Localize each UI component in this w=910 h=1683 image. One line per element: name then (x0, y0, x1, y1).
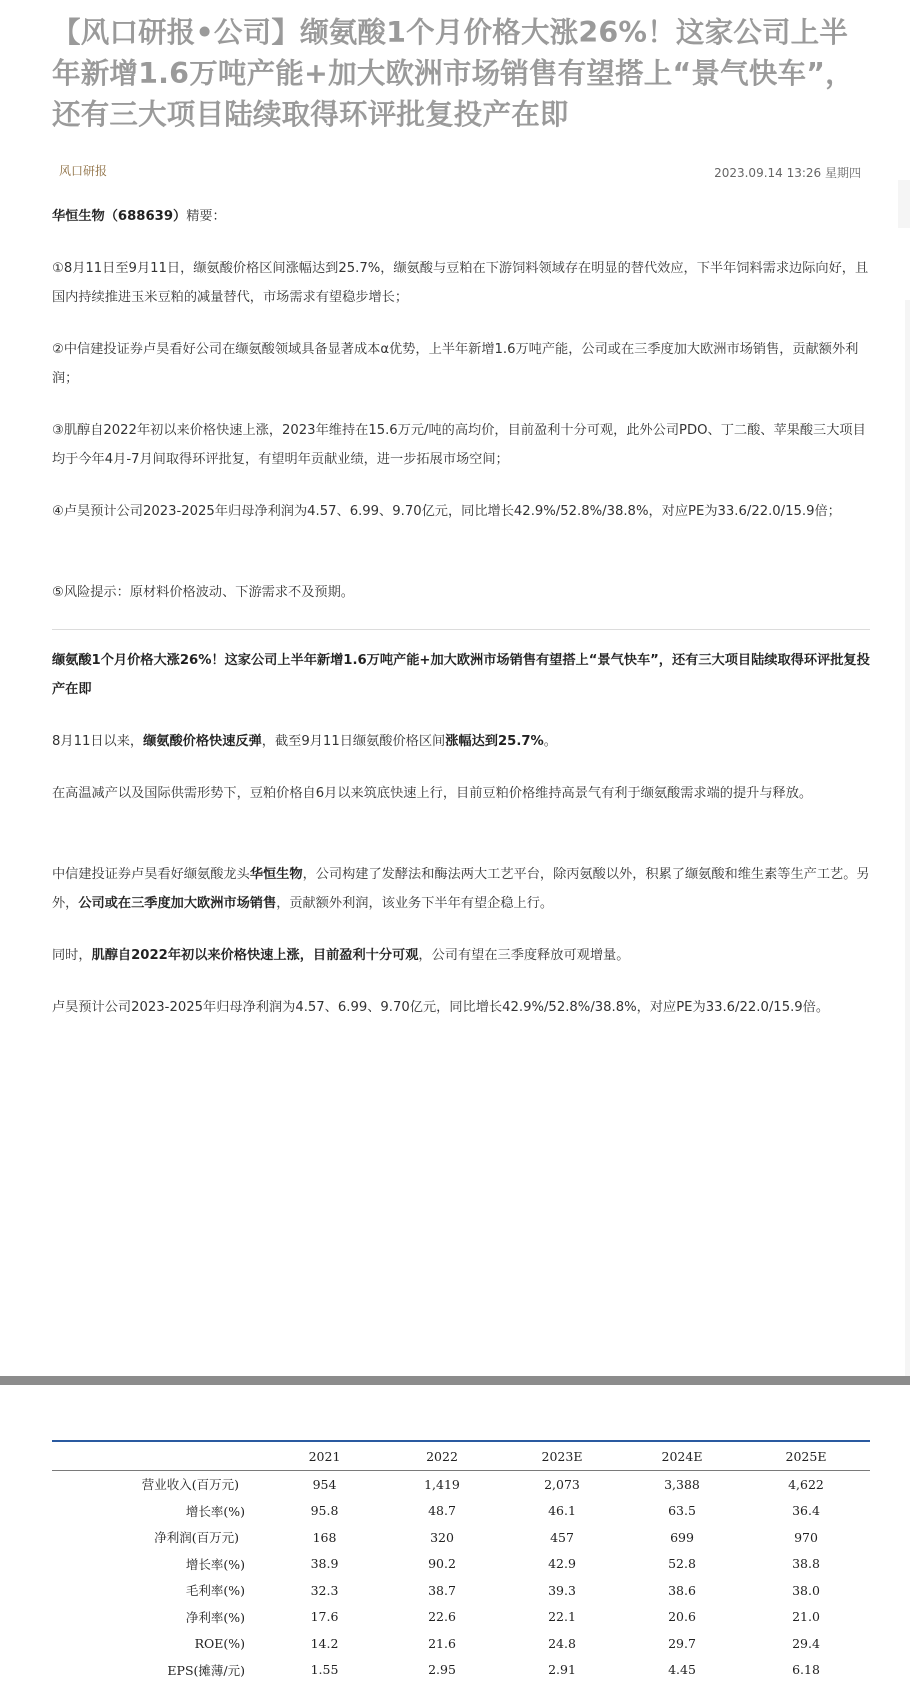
table-cell: 39.3 (502, 1577, 622, 1604)
table-cell: 38.9 (267, 1551, 382, 1578)
body-paragraph-3 (52, 860, 870, 918)
text-run-bold: 涨幅达到25.7% (445, 734, 544, 749)
table-row (52, 1524, 870, 1551)
table-cell: 38.0 (742, 1577, 870, 1604)
header-cell: 2021 (267, 1442, 382, 1471)
table-cell: 6.18 (742, 1657, 870, 1683)
table-cell: 24.8 (502, 1630, 622, 1657)
table-cell: 2.95 (382, 1657, 502, 1683)
point-2: ②中信建投证券卢昊看好公司在缬氨酸领域具备显著成本α优势，上半年新增1.6万吨产能，公司或在三季度加大欧洲市场销售，贡献额外利润； (52, 335, 870, 393)
financial-table (52, 1440, 870, 1683)
table-row (52, 1577, 870, 1604)
table-cell: 3,388 (622, 1471, 742, 1498)
point-4: ④卢昊预计公司2023-2025年归母净利润为4.57、6.99、9.70亿元，同比增长42.9%/52.8%/38.8%，对应PE为33.6/22.0/15.9倍； (52, 497, 870, 526)
table-row (52, 1657, 870, 1683)
table-cell: 17.6 (267, 1604, 382, 1631)
table-cell: 38.6 (622, 1577, 742, 1604)
article-title: 【风口研报•公司】缬氨酸1个月价格大涨26%！这家公司上半年新增1.6万吨产能+加大欧洲市场销售有望搭上“景气快车”，还有三大项目陆续取得环评批复投产在即 (52, 12, 870, 135)
table-cell: 38.8 (742, 1551, 870, 1578)
row-label: EPS(摊薄/元) (52, 1657, 267, 1683)
table-cell: 699 (622, 1524, 742, 1551)
article-source[interactable]: 风口研报 (59, 162, 107, 179)
header-cell: 2022 (382, 1442, 502, 1471)
section-title (52, 646, 870, 704)
text-run-bold: 缬氨酸价格快速反弹 (143, 734, 262, 749)
header-cell: 2024E (622, 1442, 742, 1471)
table-cell: 90.2 (382, 1551, 502, 1578)
text-run: 同时， (52, 948, 92, 963)
point-5: ⑤风险提示：原材料价格波动、下游需求不及预期。 (52, 578, 870, 607)
header-cell: 2023E (502, 1442, 622, 1471)
table-cell: 2,073 (502, 1471, 622, 1498)
table-cell: 21.6 (382, 1630, 502, 1657)
row-label: ROE(%) (52, 1630, 267, 1657)
point-3: ③肌醇自2022年初以来价格快速上涨，2023年维持在15.6万元/吨的高均价，目前盈利十分可观，此外公司PDO、丁二酸、苹果酸三大项目均于今年4月-7月间取得环评批复，有望明年贡献业绩，进一步拓展市场空间； (52, 416, 870, 474)
table-row (52, 1471, 870, 1498)
text-run: 中信建投证券卢昊看好缬氨酸龙头 (52, 867, 250, 882)
text-run-bold: 公司或在三季度加大欧洲市场销售 (78, 896, 276, 911)
company-line (52, 202, 870, 231)
table-cell: 52.8 (622, 1551, 742, 1578)
company-name: 华恒生物（688639） (52, 209, 186, 224)
text-run-bold: 肌醇自2022年初以来价格快速上涨，目前盈利十分可观 (92, 948, 419, 963)
article-meta (52, 160, 870, 182)
company-line-suffix: 精要： (186, 209, 226, 224)
body-paragraph-2: 在高温减产以及国际供需形势下，豆粕价格自6月以来筑底快速上行，目前豆粕价格维持高景气有利于缬氨酸需求端的提升与释放。 (52, 779, 870, 808)
table-cell: 46.1 (502, 1498, 622, 1525)
row-label: 净利润(百万元) (52, 1524, 267, 1551)
text-run-bold: 华恒生物 (250, 867, 303, 882)
text-run: ，公司构建了发酵法和酶法两大工艺平台，除丙氨酸以外，积累了缬氨酸和维生素等生产工艺。另外， (52, 867, 870, 911)
table-cell: 20.6 (622, 1604, 742, 1631)
header-cell (52, 1442, 267, 1471)
header-cell: 2025E (742, 1442, 870, 1471)
section-separator-band (0, 1376, 910, 1385)
table-cell: 29.4 (742, 1630, 870, 1657)
row-label: 营业收入(百万元) (52, 1471, 267, 1498)
table-cell: 1.55 (267, 1657, 382, 1683)
row-label: 增长率(%) (52, 1498, 267, 1525)
row-label: 毛利率(%) (52, 1577, 267, 1604)
article (52, 0, 870, 135)
table-cell: 22.6 (382, 1604, 502, 1631)
text-run: 。 (544, 734, 557, 749)
table-cell: 42.9 (502, 1551, 622, 1578)
text-run: ，公司有望在三季度释放可观增量。 (418, 948, 629, 963)
section-divider (52, 629, 870, 630)
table-cell: 970 (742, 1524, 870, 1551)
section-title-text: 缬氨酸1个月价格大涨26%！这家公司上半年新增1.6万吨产能+加大欧洲市场销售有望搭上“景气快车”，还有三大项目陆续取得环评批复投产在即 (52, 653, 870, 697)
forecast-table (52, 1442, 870, 1683)
table-cell: 63.5 (622, 1498, 742, 1525)
table-cell: 38.7 (382, 1577, 502, 1604)
table-row (52, 1551, 870, 1578)
table-row (52, 1498, 870, 1525)
table-cell: 32.3 (267, 1577, 382, 1604)
body-paragraph-5: 卢昊预计公司2023-2025年归母净利润为4.57、6.99、9.70亿元，同比增长42.9%/52.8%/38.8%，对应PE为33.6/22.0/15.9倍。 (52, 993, 870, 1022)
table-cell: 21.0 (742, 1604, 870, 1631)
table-cell: 1,419 (382, 1471, 502, 1498)
table-cell: 168 (267, 1524, 382, 1551)
right-edge-strip (905, 300, 910, 1380)
body-paragraph-1 (52, 727, 870, 756)
body-paragraph-4 (52, 941, 870, 970)
right-edge-bar (898, 180, 910, 228)
article-datetime: 2023.09.14 13:26 星期四 (714, 164, 861, 181)
table-header-row (52, 1442, 870, 1471)
table-cell: 95.8 (267, 1498, 382, 1525)
row-label: 净利率(%) (52, 1604, 267, 1631)
point-1: ①8月11日至9月11日，缬氨酸价格区间涨幅达到25.7%，缬氨酸与豆粕在下游饲料领域存在明显的替代效应，下半年饲料需求边际向好，且国内持续推进玉米豆粕的减量替代，市场需求有望稳步增长； (52, 254, 870, 312)
table-row (52, 1630, 870, 1657)
table-cell: 29.7 (622, 1630, 742, 1657)
table-cell: 457 (502, 1524, 622, 1551)
table-cell: 36.4 (742, 1498, 870, 1525)
text-run: ，截至9月11日缬氨酸价格区间 (262, 734, 445, 749)
table-cell: 320 (382, 1524, 502, 1551)
table-cell: 48.7 (382, 1498, 502, 1525)
table-cell: 4,622 (742, 1471, 870, 1498)
row-label: 增长率(%) (52, 1551, 267, 1578)
table-cell: 14.2 (267, 1630, 382, 1657)
text-run: ，贡献额外利润，该业务下半年有望企稳上行。 (276, 896, 553, 911)
text-run: 8月11日以来， (52, 734, 143, 749)
table-cell: 954 (267, 1471, 382, 1498)
table-cell: 4.45 (622, 1657, 742, 1683)
table-row (52, 1604, 870, 1631)
table-cell: 22.1 (502, 1604, 622, 1631)
table-cell: 2.91 (502, 1657, 622, 1683)
